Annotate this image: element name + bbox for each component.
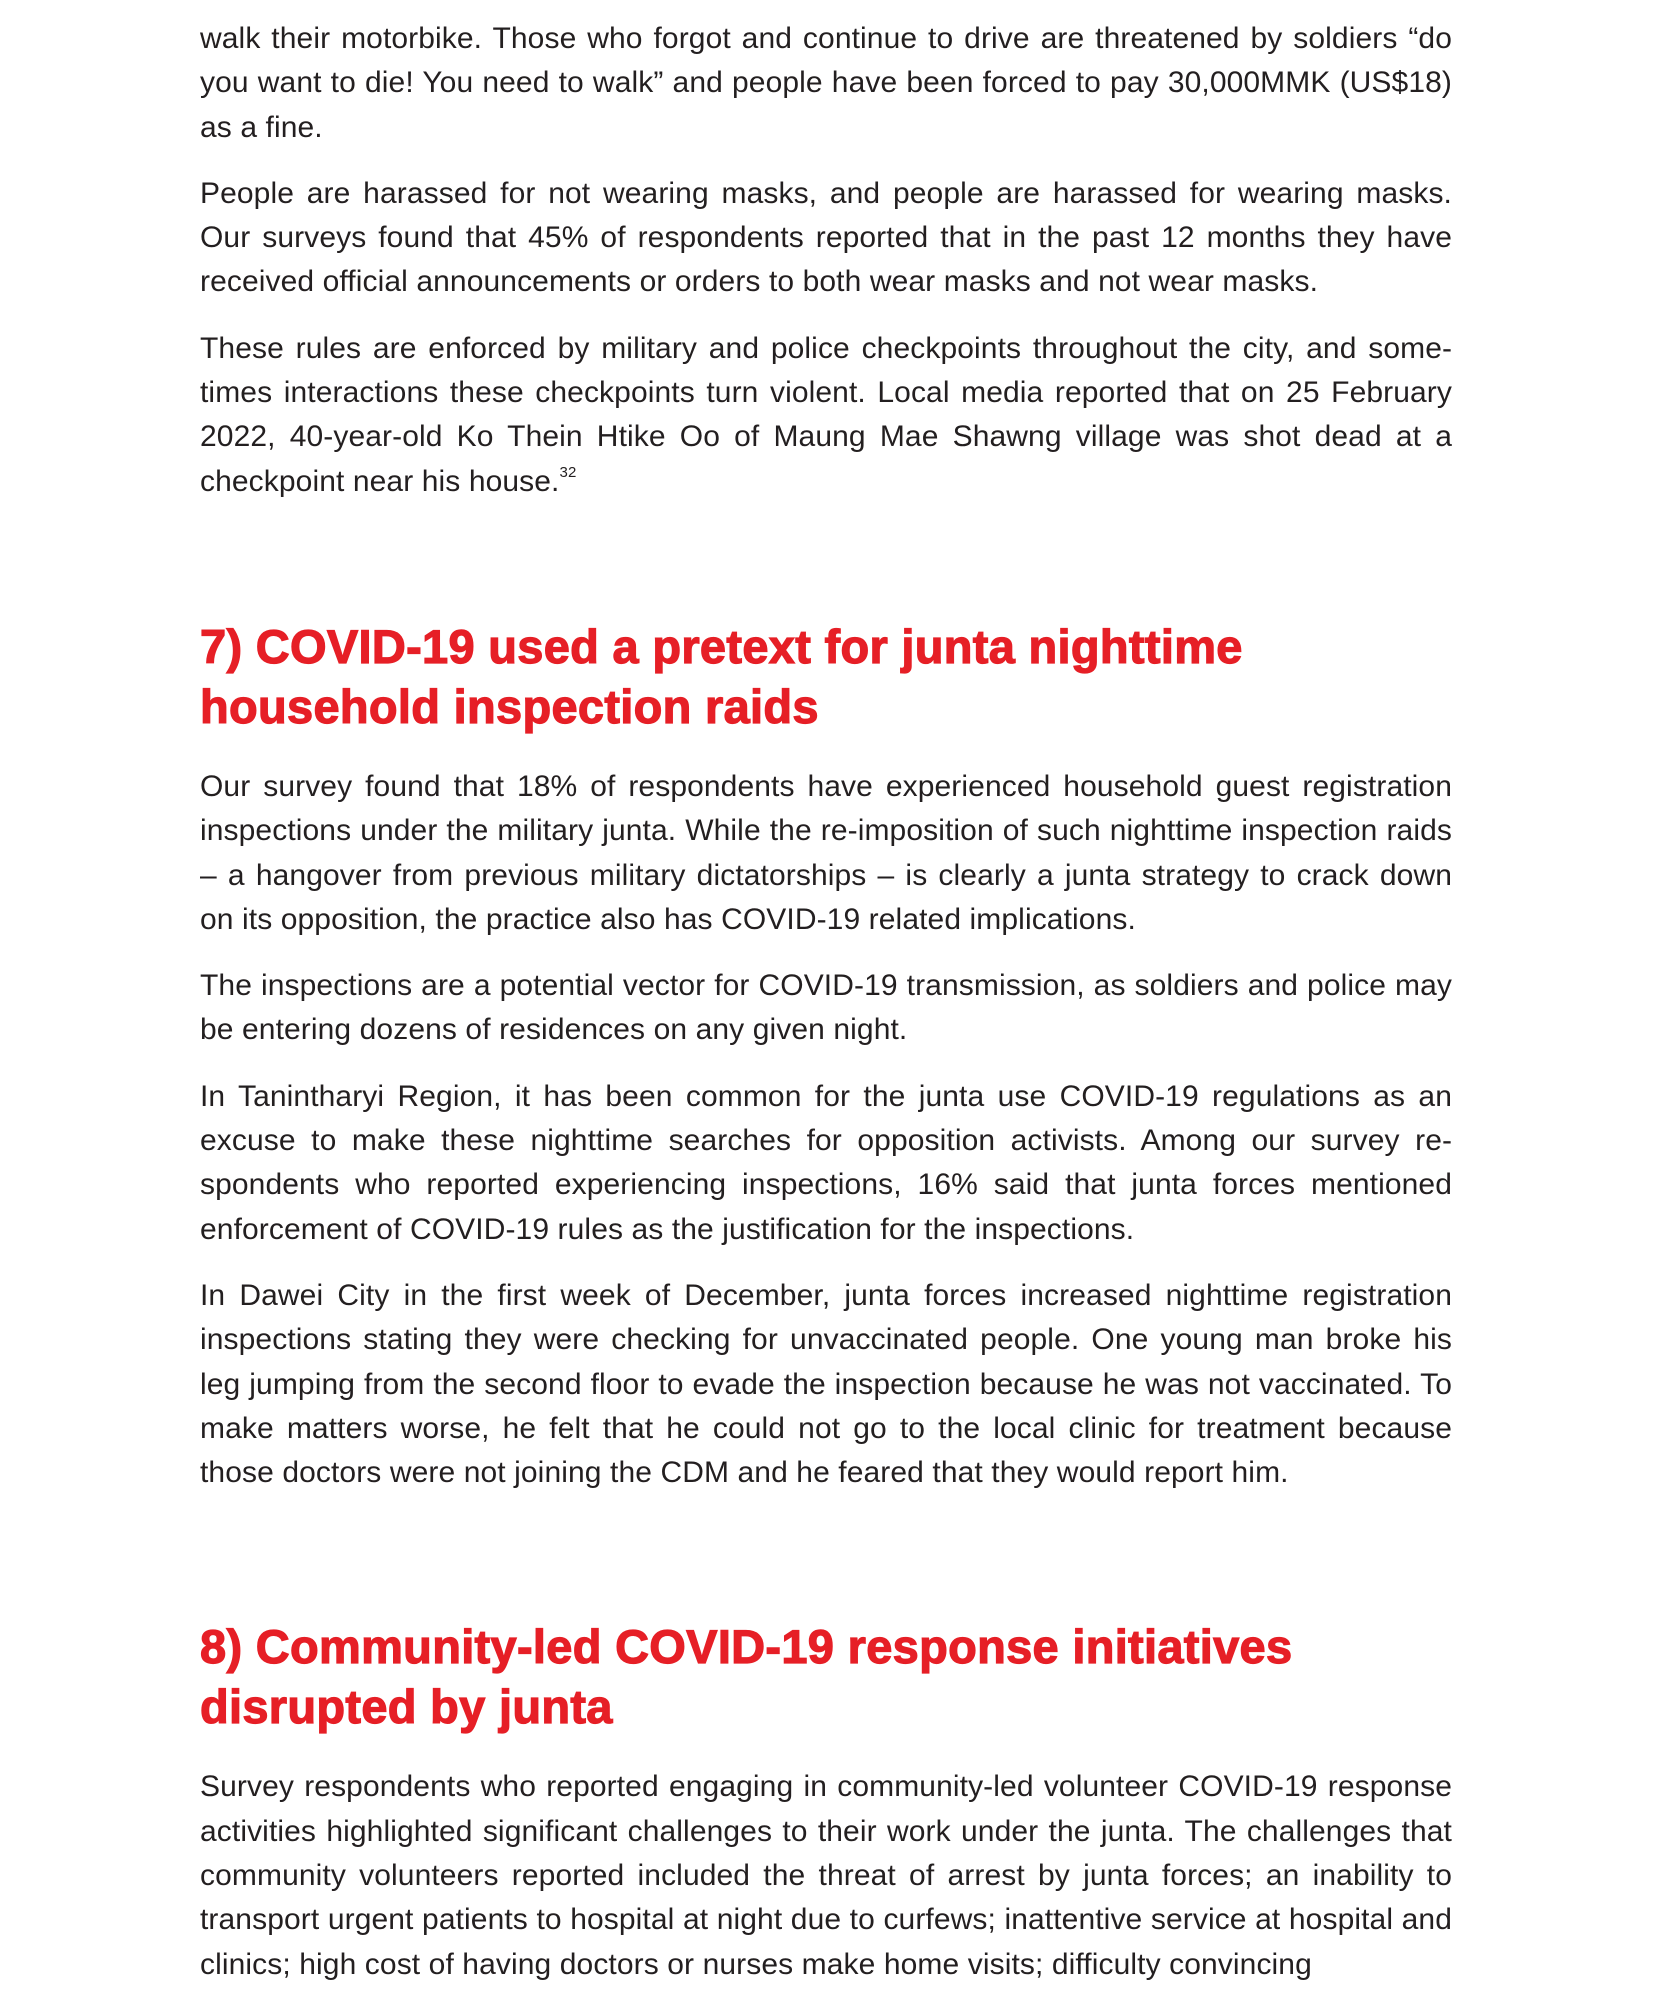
body-paragraph [200, 327, 1452, 504]
section-heading-8: 8) Community-led COVID-19 response initiatives disrupted by junta [200, 1620, 1293, 1734]
footnote-reference[interactable]: 32 [559, 463, 577, 481]
paragraph-text: These rules are enforced by military and police checkpoints throughout the city, and sometimes interactions these checkpoints turn violent. Local media reported that on 25 February 2022, 40-year-old Ko Thein Htike Oo of Maung Mae Shawng village was shot dead at a checkpoint near his house. [200, 331, 1452, 498]
body-paragraph: In Tanintharyi Region, it has been common for the junta use COVID-19 regulations as an excuse to make these nighttime searches for opposition activists. Among our survey respondents who reported experiencing inspections, 16% said that junta forces mentioned enforcement of COVID-19 rules as the justification for the inspections. [200, 1079, 1452, 1246]
body-paragraph: Our survey found that 18% of respondents have experienced household guest registration inspections under the military junta. While the re-imposition of such nighttime inspection raids – a hangover from previous military dictatorships – is clearly a junta strategy to crack down on its opposition, the practice also has COVID-19 related implications. [200, 769, 1452, 936]
body-paragraph: In Dawei City in the first week of December, junta forces increased nighttime registration inspections stating they were checking for unvaccinated people. One young man broke his leg jumping from the second floor to evade the inspection because he was not vaccinated. To make matters worse, he felt that he could not go to the local clinic for treatment because those doctors were not joining the CDM and he feared that they would report him. [200, 1278, 1452, 1490]
section-spacer [200, 526, 1452, 617]
body-paragraph: walk their motorbike. Those who forgot and continue to drive are threatened by soldiers “do you want to die! You need to walk” and people have been forced to pay 30,000MMK (US$18) as a fine. [200, 22, 1452, 144]
section-heading-7: 7) COVID-19 used a pretext for junta nighttime household inspection raids [200, 619, 1243, 733]
heading-spacer [200, 737, 1452, 765]
document-page [200, 17, 1452, 2009]
section-spacer [200, 1517, 1452, 1617]
body-paragraph: The inspections are a potential vector for COVID-19 transmission, as soldiers and police may be entering dozens of residences on any given night. [200, 969, 1452, 1047]
heading-spacer [200, 1737, 1452, 1765]
body-paragraph: People are harassed for not wearing masks, and people are harassed for wearing masks. Our surveys found that 45% of respondents reported that in the past 12 months they have received official announcements or orders to both wear masks and not wear masks. [200, 176, 1452, 299]
body-paragraph: Survey respondents who reported engaging in community-led volunteer COVID-19 response activities highlighted significant challenges to their work under the junta. The challenges that community volunteers reported included the threat of arrest by junta forces; an inability to transport urgent patients to hospital at night due to curfews; inattentive service at hospital and clinics; high cost of having doctors or nurses make home visits; difficulty convincing [200, 1770, 1452, 1981]
